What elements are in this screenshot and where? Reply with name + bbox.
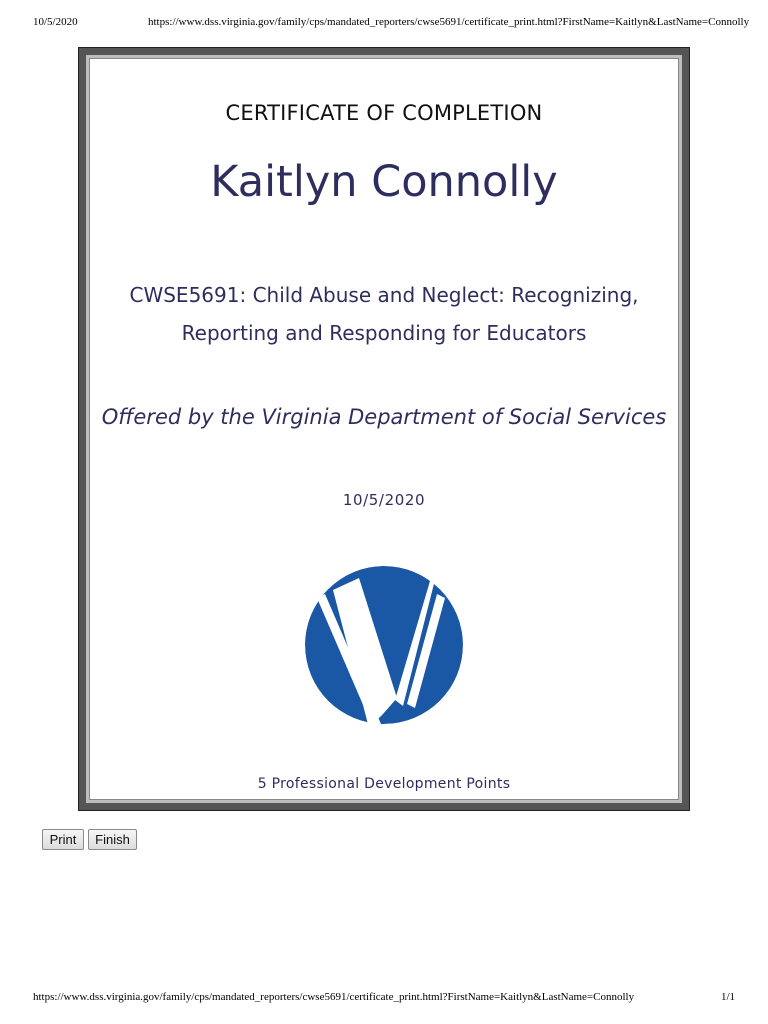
print-footer-url: https://www.dss.virginia.gov/family/cps/mandated_reporters/cwse5691/certificate_print.html?FirstName=Kaitlyn&LastName=Connolly	[33, 991, 635, 1003]
certificate-heading: CERTIFICATE OF COMPLETION	[225, 101, 543, 125]
print-header-url: https://www.dss.virginia.gov/family/cps/mandated_reporters/cwse5691/certificate_print.html?FirstName=Kaitlyn&LastName=Connolly	[148, 16, 750, 28]
course-title-line-1: CWSE5691: Child Abuse and Neglect: Recognizing,	[129, 283, 639, 307]
print-button[interactable]: Print	[42, 829, 84, 850]
certificate-border	[86, 55, 682, 803]
virginia-v-logo-icon	[303, 564, 465, 726]
completion-date: 10/5/2020	[342, 491, 426, 509]
print-header-date: 10/5/2020	[33, 16, 78, 28]
offered-by-text: Offered by the Virginia Department of Social Services	[101, 405, 667, 429]
print-footer	[0, 991, 768, 1005]
certificate-frame	[78, 47, 690, 811]
print-header	[0, 16, 768, 30]
course-title-line-2: Reporting and Responding for Educators	[181, 321, 587, 345]
finish-button[interactable]: Finish	[88, 829, 137, 850]
certificate-body	[89, 58, 679, 800]
professional-points: 5 Professional Development Points	[257, 776, 511, 792]
recipient-name: Kaitlyn Connolly	[210, 157, 558, 207]
print-footer-page-number: 1/1	[720, 991, 735, 1003]
